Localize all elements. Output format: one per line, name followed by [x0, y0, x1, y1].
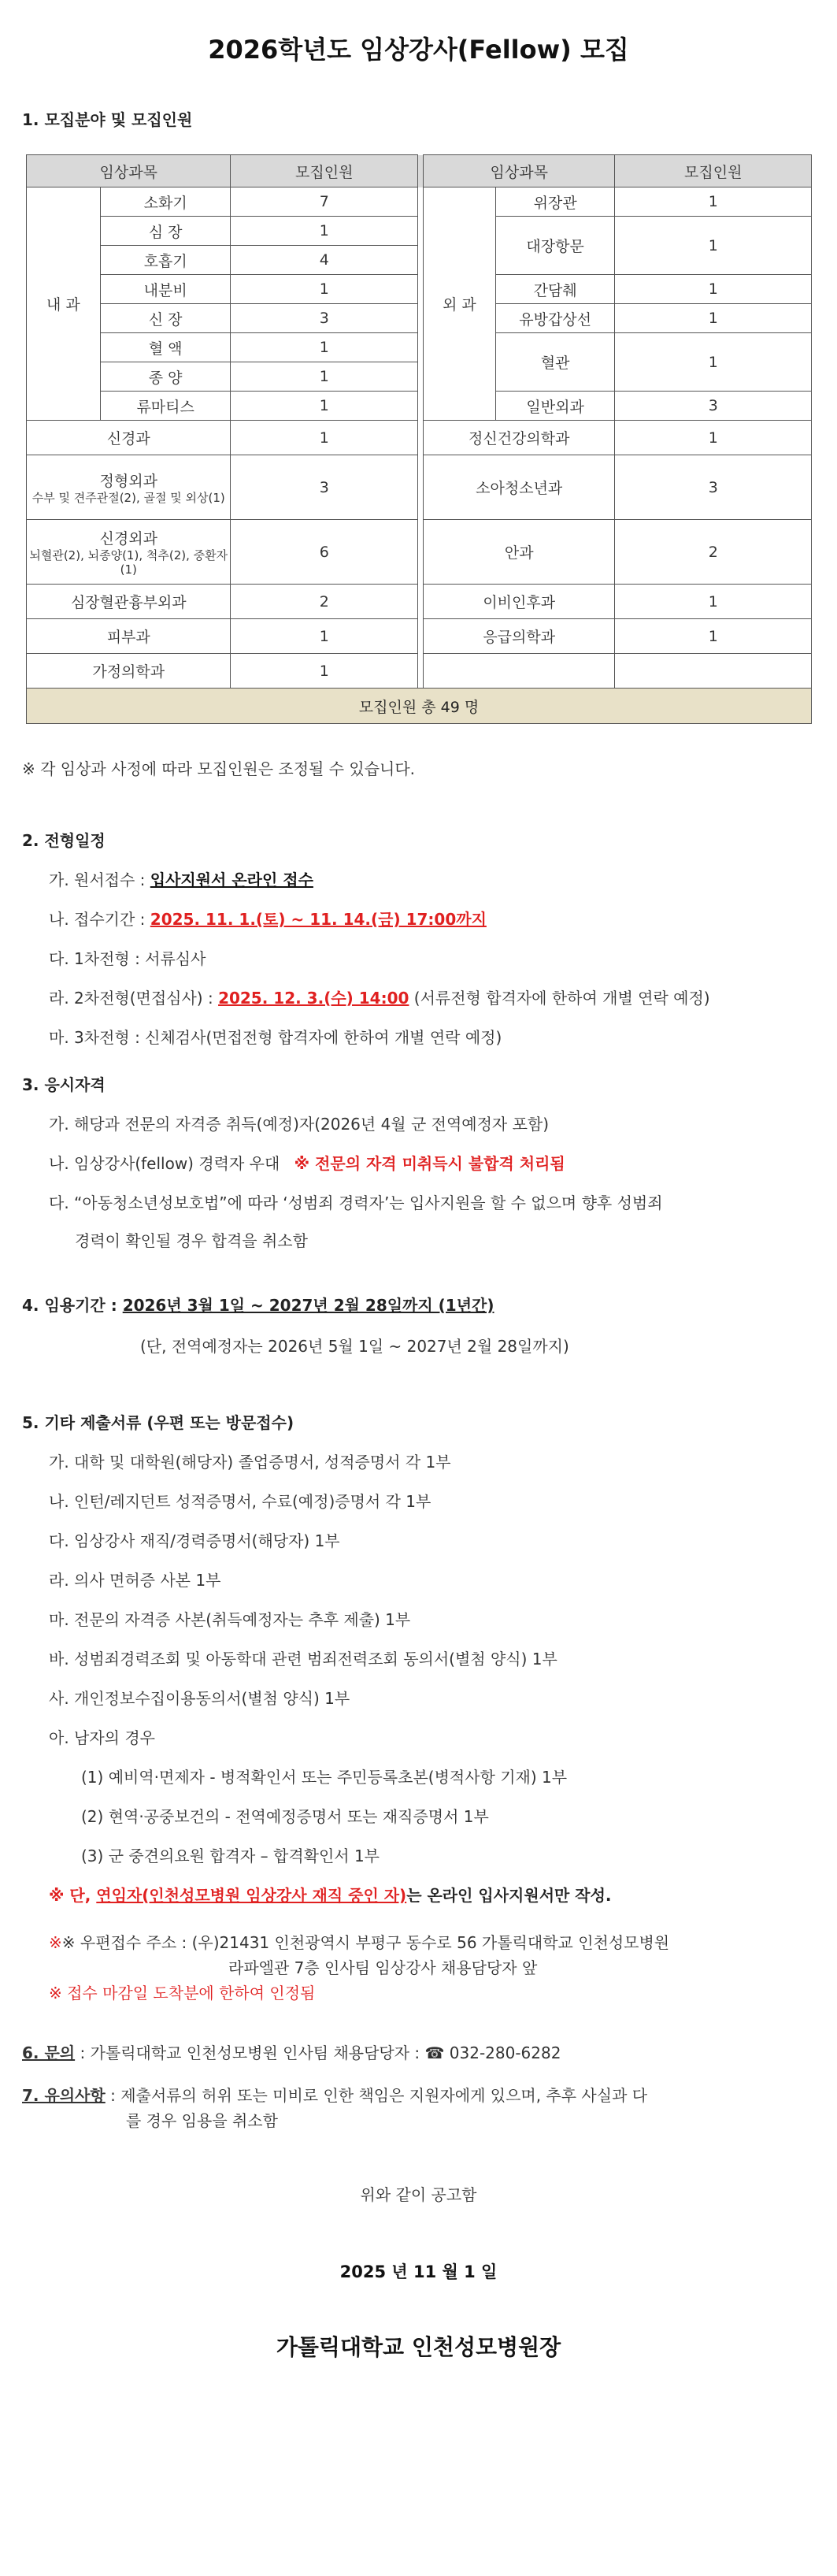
schedule-value: 2025. 12. 3.(수) 14:00: [218, 989, 409, 1008]
signature: 가톨릭대학교 인천성모병원장: [276, 2334, 561, 2360]
count-cell: 3: [231, 304, 418, 333]
dept-subspecialties: 수부 및 견주관절(2), 골절 및 외상(1): [31, 491, 225, 505]
dept-cell: 혈관: [495, 333, 615, 392]
count-cell: 2: [615, 520, 812, 585]
dept-cell: 유방갑상선: [495, 304, 615, 333]
header-dept: 임상과목: [27, 155, 231, 187]
caution-text-cont: 를 경우 임용을 취소함: [126, 2111, 278, 2130]
table-header-row: [27, 155, 812, 187]
count-cell: 1: [615, 619, 812, 654]
schedule-item: [49, 907, 487, 930]
document-item: 아. 남자의 경우: [49, 1728, 155, 1747]
schedule-item: 다. 1차전형 : 서류심사: [49, 949, 206, 968]
dept-cell: 호흡기: [100, 246, 231, 275]
header-count: 모집인원: [615, 155, 812, 187]
male-document-item: (2) 현역‧공중보건의 - 전역예정증명서 또는 재직증명서 1부: [81, 1807, 489, 1826]
warning-suffix: 는 온라인 입사지원서만 작성.: [406, 1886, 612, 1905]
term-note: (단, 전역예정자는 2026년 5월 1일 ~ 2027년 2월 28일까지): [140, 1337, 569, 1356]
contact-label: 6. 문의: [22, 2043, 76, 2062]
dept-cell: 응급의학과: [423, 619, 615, 654]
schedule-value: 입사지원서 온라인 접수: [150, 870, 313, 889]
qualification-warning: ※ 전문의 자격 미취득시 불합격 처리됨: [294, 1154, 565, 1173]
document-item: 바. 성범죄경력조회 및 아동학대 관련 범죄전력조회 동의서(별첨 양식) 1부: [49, 1650, 557, 1668]
closing-text: 위와 같이 공고함: [360, 2185, 477, 2204]
qualification-item: 다. “아동청소년성보호법”에 따라 ‘성범죄 경력자’는 입사지원을 할 수 없으며 향후 성범죄: [49, 1193, 663, 1212]
count-cell: 1: [231, 217, 418, 246]
deadline-note: ※ 접수 마감일 도착분에 한하여 인정됨: [49, 1984, 316, 2003]
count-cell: 1: [615, 585, 812, 619]
table-row: [27, 187, 812, 217]
count-cell: 3: [231, 455, 418, 520]
document-item: 사. 개인정보수집이용동의서(별첨 양식) 1부: [49, 1689, 350, 1708]
dept-name: 신경외과: [99, 530, 157, 547]
table-row: [27, 520, 812, 585]
document-item: 가. 대학 및 대학원(해당자) 졸업증명서, 성적증명서 각 1부: [49, 1453, 451, 1472]
count-cell: 1: [615, 421, 812, 455]
count-cell: 1: [231, 421, 418, 455]
table-row: [27, 455, 812, 520]
caution-text: : 제출서류의 허위 또는 미비로 인한 책임은 지원자에게 있으며, 추후 사실과 다: [105, 2086, 648, 2105]
header-dept: 임상과목: [423, 155, 615, 187]
count-cell: 1: [231, 619, 418, 654]
schedule-label: 라. 2차전형(면접심사) :: [49, 989, 219, 1008]
notice-date: 2025 년 11 월 1 일: [339, 2262, 498, 2281]
dept-subspecialties: 뇌혈관(2), 뇌종양(1), 척추(2), 중환자(1): [29, 548, 228, 577]
section1-heading: 1. 모집분야 및 모집인원: [22, 110, 193, 129]
schedule-label: 가. 원서접수 :: [49, 870, 150, 889]
dept-cell: 간담췌: [495, 275, 615, 304]
count-cell: 7: [231, 187, 418, 217]
dept-cell: 정신건강의학과: [423, 421, 615, 455]
dept-name: 정형외과: [99, 473, 157, 490]
dept-cell: 심 장: [100, 217, 231, 246]
caution-label: 7. 유의사항: [22, 2086, 106, 2105]
schedule-item: [49, 867, 313, 890]
male-document-item: (1) 예비역‧면제자 - 병적확인서 또는 주민등록초본(병적사항 기재) 1부: [81, 1768, 568, 1787]
table-row: [27, 619, 812, 654]
section4-heading: [22, 1293, 494, 1316]
term-label: 4. 임용기간 :: [22, 1296, 123, 1315]
dept-cell: 대장항문: [495, 217, 615, 275]
mail-address-line1: ※ 우편접수 주소 : (우)21431 인천광역시 부평구 동수로 56 가톨릭대학교 인천성모병원: [61, 1933, 670, 1952]
warning-prefix: ※ 단,: [49, 1886, 97, 1905]
warning-highlight: 연임자(인천성모병원 임상강사 재직 중인 자): [96, 1886, 407, 1905]
dept-cell: 안과: [423, 520, 615, 585]
count-cell: 3: [615, 392, 812, 421]
schedule-label: 나. 접수기간 :: [49, 910, 150, 929]
count-cell: 1: [231, 392, 418, 421]
count-cell: 1: [615, 187, 812, 217]
count-cell: [615, 654, 812, 689]
caution-line: [22, 2083, 647, 2106]
surgery-group-label: 외 과: [423, 187, 495, 421]
count-cell: 4: [231, 246, 418, 275]
document-item: 나. 인턴/레지던트 성적증명서, 수료(예정)증명서 각 1부: [49, 1492, 431, 1511]
count-cell: 2: [231, 585, 418, 619]
section3-heading: 3. 응시자격: [22, 1075, 106, 1094]
section1-note: ※ 각 임상과 사정에 따라 모집인원은 조정될 수 있습니다.: [22, 759, 416, 778]
count-cell: 1: [615, 304, 812, 333]
schedule-item: 마. 3차전형 : 신체검사(면접전형 합격자에 한하여 개별 연락 예정): [49, 1028, 502, 1047]
dept-cell: 가정의학과: [27, 654, 231, 689]
dept-cell: 종 양: [100, 362, 231, 392]
table-row: [27, 421, 812, 455]
total-cell: 모집인원 총 49 명: [27, 689, 812, 724]
schedule-value: 2025. 11. 1.(토) ~ 11. 14.(금) 17:00까지: [150, 910, 487, 929]
mail-address: ※※ 우편접수 주소 : (우)21431 인천광역시 부평구 동수로 56 가톨릭대학교 인천성모병원: [49, 1933, 670, 1952]
dept-cell: 류마티스: [100, 392, 231, 421]
qualification-item: [49, 1151, 565, 1174]
qualification-item-cont: 경력이 확인될 경우 합격을 취소함: [75, 1231, 308, 1250]
dept-cell: [423, 654, 615, 689]
count-cell: 1: [615, 217, 812, 275]
contact-line: [22, 2040, 561, 2063]
dept-cell: 피부과: [27, 619, 231, 654]
count-cell: 1: [231, 654, 418, 689]
dept-cell: 혈 액: [100, 333, 231, 362]
recruit-table: [26, 154, 812, 724]
count-cell: 1: [231, 275, 418, 304]
internal-group-label: 내 과: [27, 187, 101, 421]
table-row: [27, 654, 812, 689]
renewal-warning: [49, 1883, 612, 1906]
mail-address-line2: 라파엘관 7층 인사팀 임상강사 채용담당자 앞: [228, 1958, 538, 1977]
contact-text: : 가톨릭대학교 인천성모병원 인사팀 채용담당자 : ☎ 032-280-6282: [75, 2043, 561, 2062]
schedule-note: (서류전형 합격자에 한하여 개별 연락 예정): [409, 989, 710, 1008]
header-count: 모집인원: [231, 155, 418, 187]
dept-cell: 내분비: [100, 275, 231, 304]
section2-heading: 2. 전형일정: [22, 831, 106, 850]
document-item: 마. 전문의 자격증 사본(취득예정자는 추후 제출) 1부: [49, 1610, 411, 1629]
count-cell: 1: [231, 333, 418, 362]
dept-cell: 일반외과: [495, 392, 615, 421]
term-value: 2026년 3월 1일 ~ 2027년 2월 28일까지 (1년간): [122, 1296, 494, 1315]
dept-cell: [27, 520, 231, 585]
count-cell: 1: [615, 275, 812, 304]
dept-cell: 위장관: [495, 187, 615, 217]
section5-heading: 5. 기타 제출서류 (우편 또는 방문접수): [22, 1413, 294, 1432]
qualification-label: 나. 임상강사(fellow) 경력자 우대: [49, 1154, 285, 1173]
dept-cell: 소아청소년과: [423, 455, 615, 520]
qualification-item: 가. 해당과 전문의 자격증 취득(예정)자(2026년 4월 군 전역예정자 포함): [49, 1115, 550, 1134]
table-total-row: [27, 689, 812, 724]
dept-cell: [27, 455, 231, 520]
dept-cell: 이비인후과: [423, 585, 615, 619]
dept-cell: 심장혈관흉부외과: [27, 585, 231, 619]
count-cell: 1: [615, 333, 812, 392]
dept-cell: 신 장: [100, 304, 231, 333]
count-cell: 1: [231, 362, 418, 392]
count-cell: 3: [615, 455, 812, 520]
table-row: [27, 585, 812, 619]
dept-cell: 신경과: [27, 421, 231, 455]
male-document-item: (3) 군 중견의요원 합격자 – 합격확인서 1부: [81, 1847, 380, 1865]
document-item: 다. 임상강사 재직/경력증명서(해당자) 1부: [49, 1531, 340, 1550]
schedule-item: [49, 985, 710, 1008]
count-cell: 6: [231, 520, 418, 585]
dept-cell: 소화기: [100, 187, 231, 217]
document-item: 라. 의사 면허증 사본 1부: [49, 1571, 221, 1590]
page-title: 2026학년도 임상강사(Fellow) 모집: [208, 35, 629, 65]
